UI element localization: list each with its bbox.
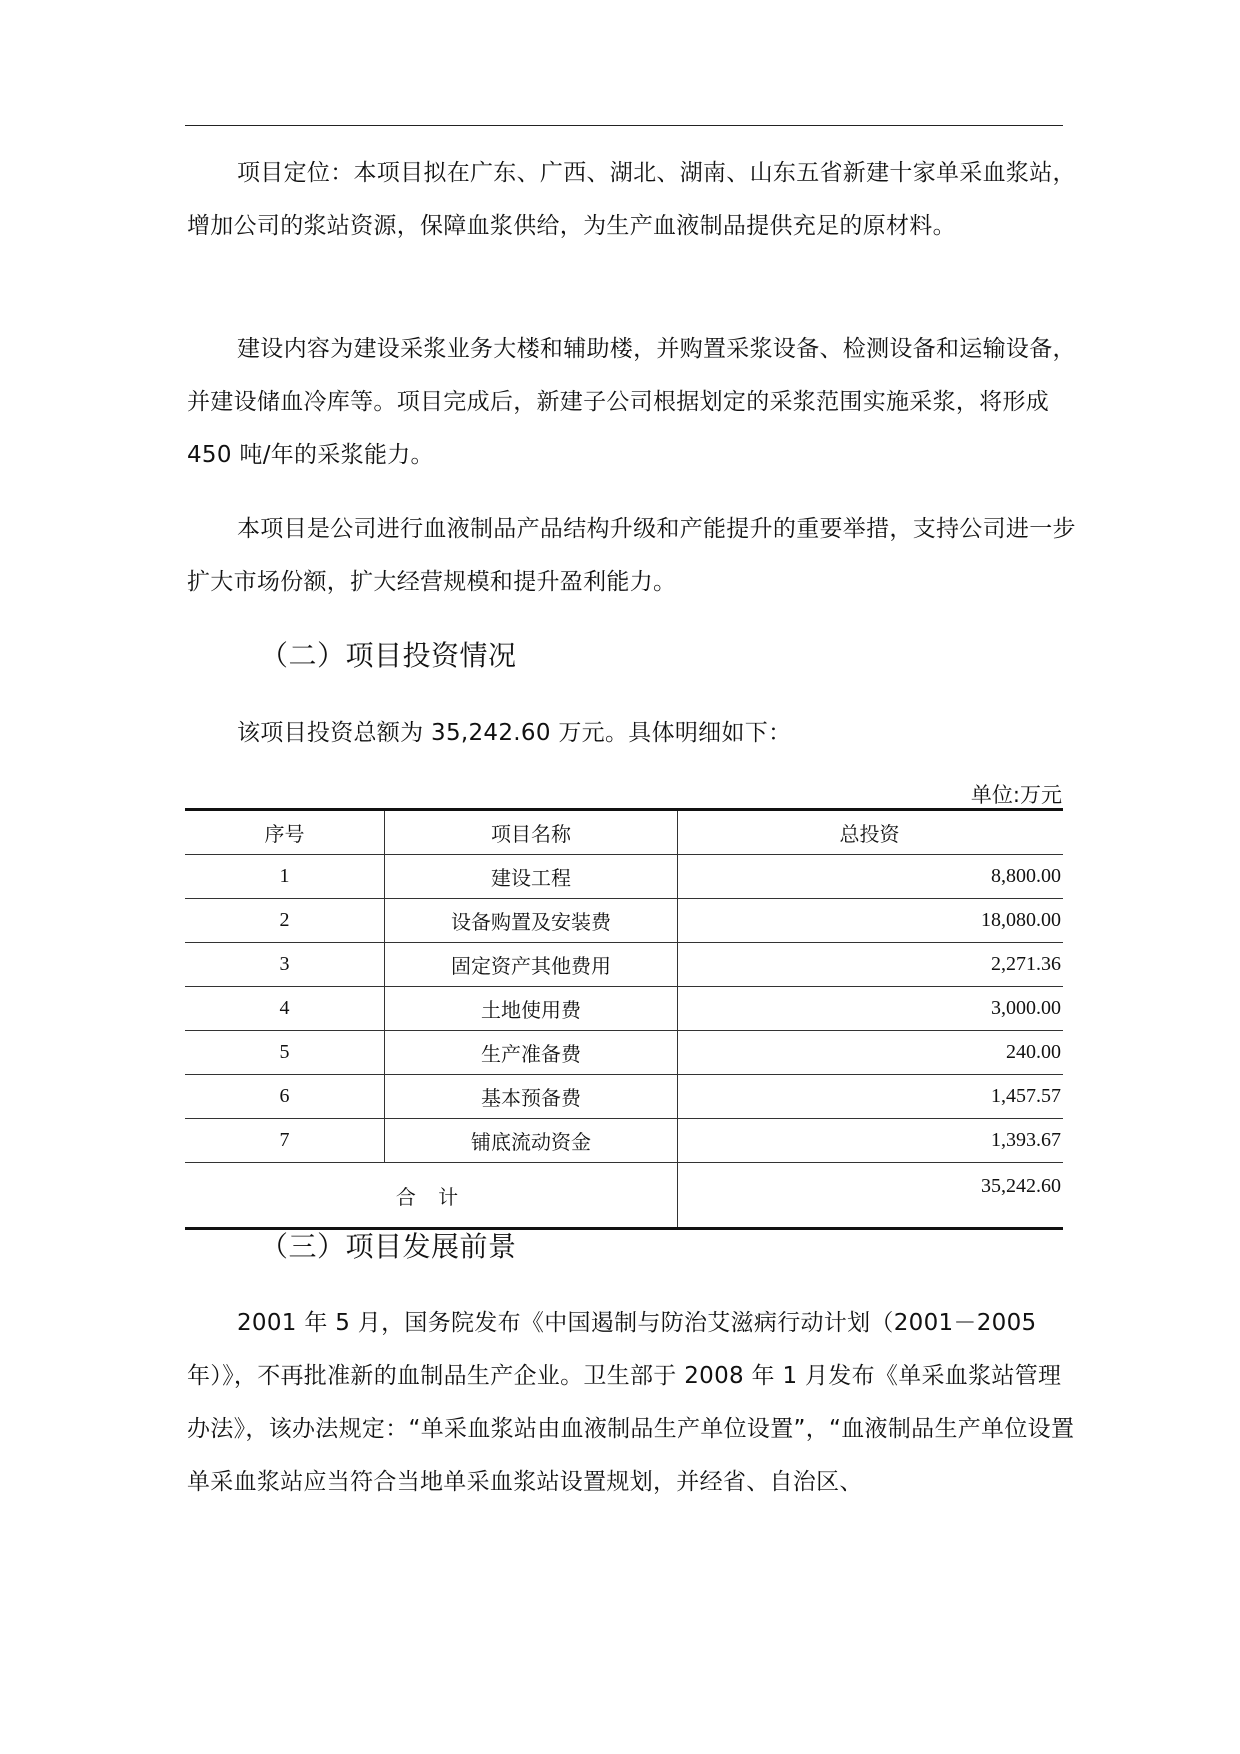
table-header-row [185, 810, 1063, 855]
row-seq: 4 [185, 987, 385, 1031]
row-seq: 5 [185, 1031, 385, 1075]
row-seq: 3 [185, 943, 385, 987]
row-total: 2,271.36 [678, 943, 1064, 987]
row-total: 18,080.00 [678, 899, 1064, 943]
row-total: 3,000.00 [678, 987, 1064, 1031]
prospects-section-heading: （三）项目发展前景 [260, 1230, 517, 1263]
table-row [185, 1075, 1063, 1119]
row-item-name: 铺底流动资金 [385, 1119, 678, 1163]
header-item-name: 项目名称 [385, 810, 678, 855]
row-item-name: 基本预备费 [385, 1075, 678, 1119]
sum-total: 35,242.60 [678, 1163, 1064, 1229]
unit-label: 单位:万元 [970, 783, 1062, 807]
row-seq: 7 [185, 1119, 385, 1163]
table-sum-row [185, 1163, 1063, 1229]
table-row [185, 1119, 1063, 1163]
header-total-investment: 总投资 [678, 810, 1064, 855]
header-seq: 序号 [185, 810, 385, 855]
investment-section-heading: （二）项目投资情况 [260, 639, 517, 672]
header-rule [185, 125, 1063, 126]
investment-table [185, 808, 1063, 1230]
table-row [185, 855, 1063, 899]
row-item-name: 设备购置及安装费 [385, 899, 678, 943]
row-seq: 6 [185, 1075, 385, 1119]
construction-content-paragraph: 建设内容为建设采浆业务大楼和辅助楼，并购置采浆设备、检测设备和运输设备，并建设储血冷库等。项目完成后，新建子公司根据划定的采浆范围实施采浆，将形成 450 吨/年的采浆能力。 [187, 336, 1076, 468]
row-total: 8,800.00 [678, 855, 1064, 899]
row-item-name: 固定资产其他费用 [385, 943, 678, 987]
table-row [185, 943, 1063, 987]
investment-intro: 该项目投资总额为 35,242.60 万元。具体明细如下： [237, 720, 792, 746]
row-total: 1,393.67 [678, 1119, 1064, 1163]
table-row [185, 1031, 1063, 1075]
table-row [185, 987, 1063, 1031]
row-item-name: 生产准备费 [385, 1031, 678, 1075]
row-seq: 1 [185, 855, 385, 899]
prospects-paragraph: 2001 年 5 月，国务院发布《中国遏制与防治艾滋病行动计划（2001－2005 年）》，不再批准新的血制品生产企业。卫生部于 2008 年 1 月发布《单采血浆站管理办法》，该办法规定：“单采血浆站由血液制品生产单位设置”，“血液制品生产单位设置单采血浆站应当符合当地单采血浆站设置规划，并经省、自治区、 [187, 1310, 1075, 1495]
sum-label: 合 计 [185, 1163, 678, 1229]
project-significance-paragraph: 本项目是公司进行血液制品产品结构升级和产能提升的重要举措，支持公司进一步扩大市场份额，扩大经营规模和提升盈利能力。 [187, 516, 1076, 595]
row-seq: 2 [185, 899, 385, 943]
table-row [185, 899, 1063, 943]
project-positioning-paragraph: 项目定位：本项目拟在广东、广西、湖北、湖南、山东五省新建十家单采血浆站，增加公司的浆站资源，保障血浆供给，为生产血液制品提供充足的原材料。 [187, 160, 1076, 239]
row-total: 240.00 [678, 1031, 1064, 1075]
row-item-name: 建设工程 [385, 855, 678, 899]
row-item-name: 土地使用费 [385, 987, 678, 1031]
row-total: 1,457.57 [678, 1075, 1064, 1119]
